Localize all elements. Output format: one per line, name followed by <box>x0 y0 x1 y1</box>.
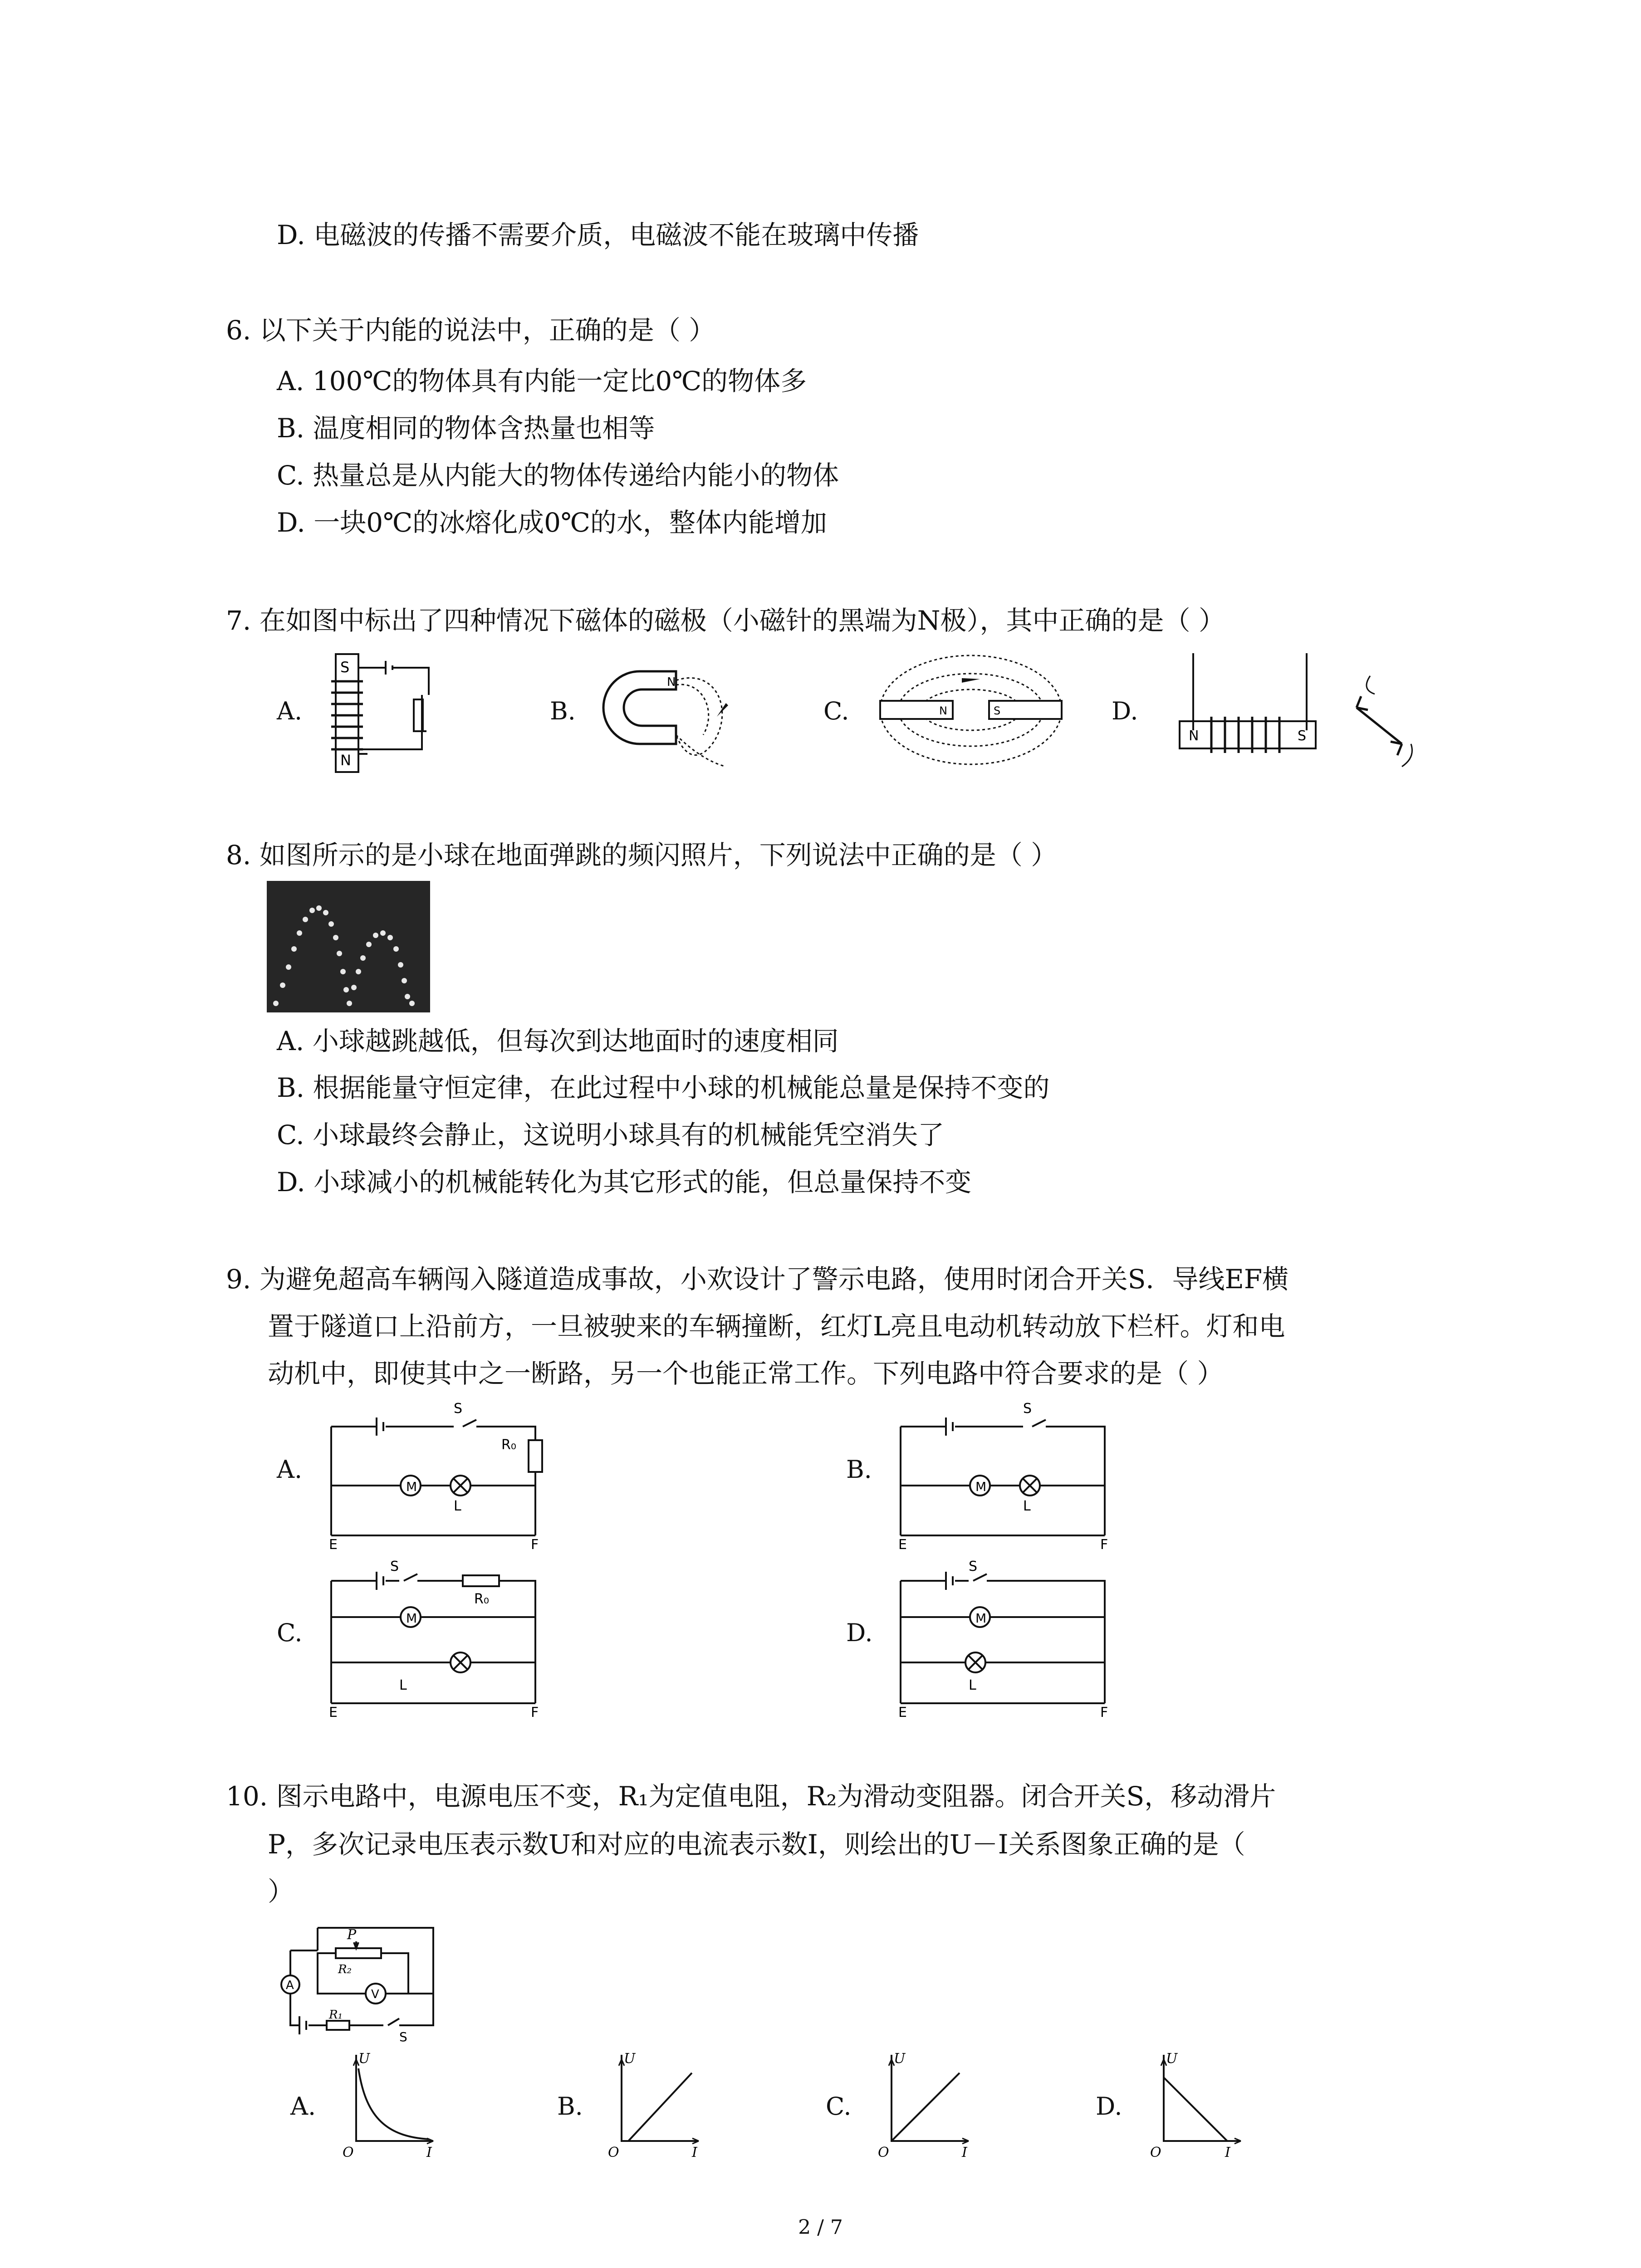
q9-stem-line1: 9. 为避免超高车辆闯入隧道造成事故，小欢设计了警示电路，使用时闭合开关S．导线EF横 <box>226 1264 1289 1295</box>
q10b-axis-i: I <box>692 2145 697 2159</box>
q9c-f: F <box>531 1705 539 1717</box>
q10c-axis-i: I <box>962 2145 967 2159</box>
q10-graph-b <box>603 2050 708 2159</box>
q10-stem-line1: 10. 图示电路中，电源电压不变，R₁为定值电阻，R₂为滑动变阻器。闭合开关S，移动滑片 <box>226 1781 1276 1812</box>
q7-stem: 7. 在如图中标出了四种情况下磁体的磁极（小磁针的黑端为N极），其中正确的是（ ） <box>226 605 1225 636</box>
q6-option-d: D. 一块0℃的冰熔化成0℃的水，整体内能增加 <box>277 507 827 538</box>
q9b-switch: S <box>1023 1401 1032 1417</box>
q9-label-d: D. <box>846 1618 873 1647</box>
q7-label-a: A. <box>277 697 303 725</box>
q7-figure-d <box>1175 649 1429 771</box>
q9-label-b: B. <box>846 1455 872 1484</box>
q7-label-d: D. <box>1112 697 1138 725</box>
q10a-axis-i: I <box>426 2145 432 2159</box>
q7-figure-a <box>327 650 463 777</box>
q10a-origin: O <box>343 2145 354 2159</box>
q7b-pole-n: N <box>667 675 676 689</box>
q9c-motor: M <box>406 1611 417 1626</box>
q9-stem-line3: 动机中，即使其中之一断路，另一个也能正常工作。下列电路中符合要求的是（ ） <box>268 1358 1224 1389</box>
q9a-r0: R₀ <box>501 1437 516 1453</box>
q10c-origin: O <box>878 2145 889 2159</box>
q8-bouncing-ball-photo <box>267 881 430 1012</box>
q9d-switch: S <box>969 1559 978 1574</box>
q9d-e: E <box>898 1705 907 1717</box>
q9-circuit-b <box>896 1399 1114 1549</box>
q10-graph-d <box>1146 2050 1250 2159</box>
q9a-lamp: L <box>454 1498 461 1514</box>
q7d-pole-s: S <box>1298 728 1307 744</box>
q9d-f: F <box>1100 1705 1108 1717</box>
q7a-pole-n: N <box>340 752 351 769</box>
q10b-axis-u: U <box>624 2051 636 2067</box>
q10-r1: R₁ <box>329 2008 343 2022</box>
q8-option-a: A. 小球越跳越低，但每次到达地面时的速度相同 <box>277 1026 839 1056</box>
q9b-e: E <box>898 1537 907 1549</box>
q9b-f: F <box>1100 1537 1108 1549</box>
q6-option-b: B. 温度相同的物体含热量也相等 <box>277 413 655 444</box>
q10-voltmeter: V <box>371 1988 379 2001</box>
q9-circuit-a <box>327 1399 544 1549</box>
q7-label-b: B. <box>550 697 576 725</box>
q10-circuit <box>277 1923 449 2050</box>
q8-option-c: C. 小球最终会静止，这说明小球具有的机械能凭空消失了 <box>277 1119 945 1150</box>
q6-stem: 6. 以下关于内能的说法中，正确的是（ ） <box>226 315 715 346</box>
q7c-pole-n: N <box>939 704 947 717</box>
q8-option-d: D. 小球减小的机械能转化为其它形式的能，但总量保持不变 <box>277 1167 972 1198</box>
q7-figure-b <box>599 658 744 771</box>
bounce-dots <box>267 881 430 1012</box>
q10c-axis-u: U <box>894 2051 906 2067</box>
q7-figure-c <box>871 649 1071 771</box>
q10-ammeter: A <box>286 1979 294 1992</box>
q9a-e: E <box>329 1537 338 1549</box>
q10d-axis-i: I <box>1225 2145 1230 2159</box>
q9c-lamp: L <box>399 1677 407 1693</box>
q10-stem-line3: ） <box>268 1876 294 1907</box>
q8-stem: 8. 如图所示的是小球在地面弹跳的频闪照片，下列说法中正确的是（ ） <box>226 840 1058 870</box>
q6-option-c: C. 热量总是从内能大的物体传递给内能小的物体 <box>277 460 839 491</box>
q10-r2: R₂ <box>338 1963 352 1976</box>
q10-graph-a <box>338 2050 442 2159</box>
q9-circuit-c <box>327 1558 544 1717</box>
q10d-origin: O <box>1150 2145 1161 2159</box>
q10-label-c: C. <box>826 2092 852 2121</box>
q9c-e: E <box>329 1705 338 1717</box>
q9a-switch: S <box>454 1401 463 1417</box>
q9a-f: F <box>531 1537 539 1549</box>
q7-label-c: C. <box>823 697 849 725</box>
q9d-motor: M <box>975 1611 987 1626</box>
q10-label-d: D. <box>1096 2092 1122 2121</box>
q9-circuit-d <box>896 1558 1114 1717</box>
q8-option-b: B. 根据能量守恒定律，在此过程中小球的机械能总量是保持不变的 <box>277 1072 1050 1103</box>
q9b-motor: M <box>975 1479 987 1494</box>
q7d-pole-n: N <box>1189 728 1199 744</box>
q9a-motor: M <box>406 1479 417 1494</box>
q10-label-a: A. <box>290 2092 316 2121</box>
page-number: 2 / 7 <box>798 2216 843 2239</box>
q9-label-c: C. <box>277 1618 303 1647</box>
q10b-origin: O <box>608 2145 619 2159</box>
q9-stem-line2: 置于隧道口上沿前方，一旦被驶来的车辆撞断，红灯L亮且电动机转动放下栏杆。灯和电 <box>268 1311 1285 1342</box>
q7c-pole-s: S <box>994 704 1001 717</box>
q6-option-a: A. 100℃的物体具有内能一定比0℃的物体多 <box>277 366 807 396</box>
q10-label-b: B. <box>557 2092 583 2121</box>
q7a-pole-s: S <box>340 659 350 676</box>
q10-switch: S <box>399 2029 407 2044</box>
q10-stem-line2: P，多次记录电压表示数U和对应的电流表示数I，则绘出的U－I关系图象正确的是（ <box>268 1829 1245 1860</box>
q9c-r0: R₀ <box>474 1591 489 1607</box>
q9d-lamp: L <box>969 1677 976 1693</box>
q5-option-d: D. 电磁波的传播不需要介质，电磁波不能在玻璃中传播 <box>277 220 919 250</box>
q10-slider-p: P <box>347 1927 357 1943</box>
q10d-axis-u: U <box>1166 2051 1178 2067</box>
q10-graph-c <box>873 2050 978 2159</box>
q9c-switch: S <box>390 1559 399 1574</box>
q9-label-a: A. <box>277 1455 303 1484</box>
q9b-lamp: L <box>1023 1498 1031 1514</box>
q10a-axis-u: U <box>358 2051 370 2067</box>
